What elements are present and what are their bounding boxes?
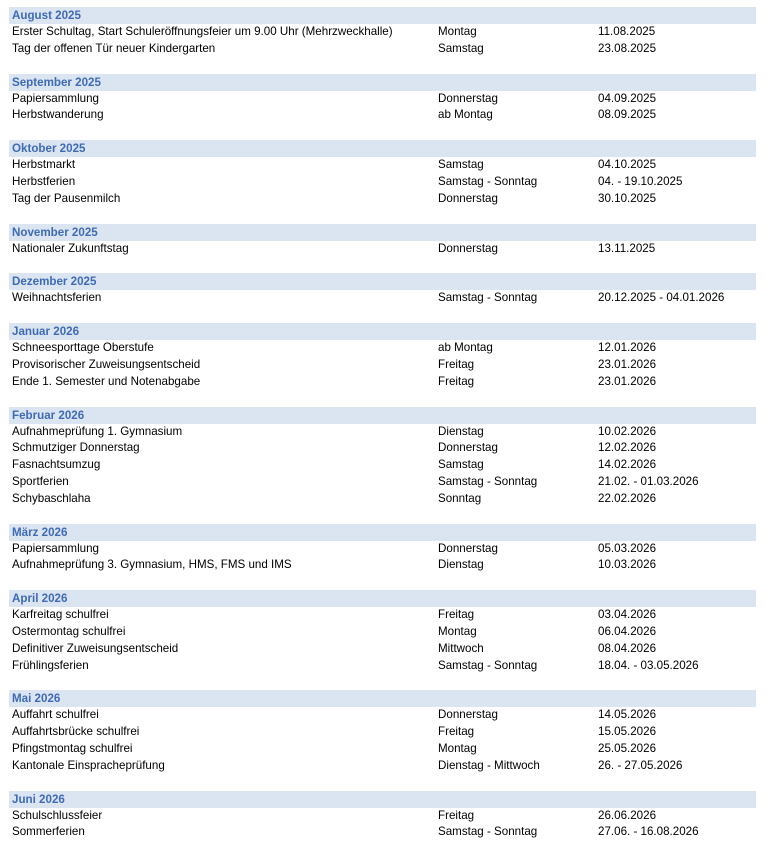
event-weekday: Samstag - Sonntag: [438, 825, 538, 839]
event-row: [9, 474, 756, 491]
event-weekday: Montag: [438, 741, 477, 755]
event-date: 23.08.2025: [598, 41, 657, 55]
event-row: [9, 758, 756, 775]
event-date: 27.06. - 16.08.2026: [598, 825, 699, 839]
event-date: 04.09.2025: [598, 91, 657, 105]
event-weekday: Donnerstag: [438, 91, 498, 105]
month-header: Oktober 2025: [9, 140, 756, 157]
event-name: Kantonale Einspracheprüfung: [12, 758, 165, 772]
event-row: [9, 191, 756, 208]
event-row: [9, 624, 756, 641]
event-row: [9, 174, 756, 191]
event-name: Tag der offenen Tür neuer Kindergarten: [12, 41, 216, 55]
month-section: [9, 524, 756, 575]
event-name: Auffahrt schulfrei: [12, 708, 99, 722]
event-name: Aufnahmeprüfung 3. Gymnasium, HMS, FMS und IMS: [12, 558, 292, 572]
event-row: [9, 374, 756, 391]
event-weekday: Samstag: [438, 41, 484, 55]
event-row: [9, 491, 756, 508]
event-date: 04. - 19.10.2025: [598, 174, 683, 188]
month-section: [9, 7, 756, 58]
event-date: 23.01.2026: [598, 357, 657, 371]
event-name: Weihnachtsferien: [12, 291, 102, 305]
event-row: [9, 357, 756, 374]
month-header: November 2025: [9, 224, 756, 241]
event-name: Karfreitag schulfrei: [12, 608, 109, 622]
event-date: 08.09.2025: [598, 108, 657, 122]
month-section: [9, 590, 756, 674]
event-date: 25.05.2026: [598, 741, 657, 755]
event-row: [9, 607, 756, 624]
event-row: [9, 641, 756, 658]
month-section: [9, 224, 756, 258]
event-name: Frühlingsferien: [12, 658, 89, 672]
event-name: Schybaschlaha: [12, 491, 91, 505]
event-weekday: Samstag - Sonntag: [438, 474, 538, 488]
event-name: Schmutziger Donnerstag: [12, 441, 140, 455]
event-name: Herbstmarkt: [12, 158, 76, 172]
month-header: September 2025: [9, 74, 756, 91]
event-weekday: Freitag: [438, 808, 475, 822]
event-row: [9, 808, 756, 825]
event-name: Herbstwanderung: [12, 108, 104, 122]
event-date: 14.02.2026: [598, 458, 657, 472]
month-header: Februar 2026: [9, 407, 756, 424]
event-row: [9, 241, 756, 258]
event-name: Schulschlussfeier: [12, 808, 103, 822]
month-section: [9, 407, 756, 508]
event-date: 08.04.2026: [598, 641, 657, 655]
event-name: Sommerferien: [12, 825, 85, 839]
event-weekday: Sonntag: [438, 491, 482, 505]
event-weekday: Samstag - Sonntag: [438, 658, 538, 672]
event-weekday: Samstag - Sonntag: [438, 174, 538, 188]
event-weekday: Mittwoch: [438, 641, 484, 655]
event-date: 10.02.2026: [598, 424, 657, 438]
month-header: Juni 2026: [9, 791, 756, 808]
event-weekday: Donnerstag: [438, 708, 498, 722]
event-name: Papiersammlung: [12, 541, 99, 555]
event-weekday: Donnerstag: [438, 241, 498, 255]
event-date: 21.02. - 01.03.2026: [598, 474, 699, 488]
month-section: [9, 140, 756, 207]
event-name: Nationaler Zukunftstag: [12, 241, 129, 255]
event-row: [9, 91, 756, 108]
event-weekday: ab Montag: [438, 341, 493, 355]
event-weekday: Dienstag - Mittwoch: [438, 758, 540, 772]
month-section: [9, 74, 756, 125]
event-weekday: Dienstag: [438, 424, 484, 438]
event-date: 04.10.2025: [598, 158, 657, 172]
event-name: Pfingstmontag schulfrei: [12, 741, 133, 755]
event-weekday: Freitag: [438, 357, 475, 371]
month-header: Mai 2026: [9, 690, 756, 707]
event-date: 13.11.2025: [598, 241, 656, 255]
month-header: Januar 2026: [9, 323, 756, 340]
event-date: 12.02.2026: [598, 441, 657, 455]
event-row: [9, 707, 756, 724]
event-name: Erster Schultag, Start Schuleröffnungsfeier um 9.00 Uhr (Mehrzweckhalle): [12, 25, 393, 38]
event-date: 03.04.2026: [598, 608, 657, 622]
event-row: [9, 24, 756, 41]
event-weekday: Dienstag: [438, 558, 484, 572]
event-date: 23.01.2026: [598, 374, 657, 388]
event-row: [9, 107, 756, 124]
event-date: 05.03.2026: [598, 541, 657, 555]
event-name: Provisorischer Zuweisungsentscheid: [12, 357, 201, 371]
event-name: Aufnahmeprüfung 1. Gymnasium: [12, 424, 183, 438]
event-row: [9, 440, 756, 457]
event-row: [9, 658, 756, 675]
month-section: [9, 273, 756, 307]
event-date: 10.03.2026: [598, 558, 657, 572]
event-name: Fasnachtsumzug: [12, 458, 101, 472]
event-name: Ostermontag schulfrei: [12, 624, 126, 638]
event-weekday: Freitag: [438, 374, 475, 388]
event-weekday: Donnerstag: [438, 441, 498, 455]
event-weekday: Freitag: [438, 725, 475, 739]
event-name: Sportferien: [12, 474, 69, 488]
event-name: Ende 1. Semester und Notenabgabe: [12, 374, 201, 388]
school-calendar: [9, 7, 756, 841]
event-row: [9, 457, 756, 474]
month-section: [9, 323, 756, 390]
month-section: [9, 690, 756, 774]
event-date: 14.05.2026: [598, 708, 657, 722]
event-name: Tag der Pausenmilch: [12, 191, 121, 205]
event-row: [9, 557, 756, 574]
event-weekday: Montag: [438, 25, 477, 38]
event-name: Papiersammlung: [12, 91, 99, 105]
month-header: August 2025: [9, 7, 756, 24]
event-row: [9, 157, 756, 174]
month-section: [9, 791, 756, 842]
event-date: 20.12.2025 - 04.01.2026: [598, 291, 725, 305]
month-header: April 2026: [9, 590, 756, 607]
event-row: [9, 340, 756, 357]
event-weekday: Donnerstag: [438, 541, 498, 555]
event-date: 06.04.2026: [598, 624, 657, 638]
month-header: Dezember 2025: [9, 273, 756, 290]
event-date: 12.01.2026: [598, 341, 657, 355]
event-name: Herbstferien: [12, 174, 76, 188]
event-weekday: Samstag - Sonntag: [438, 291, 538, 305]
event-date: 22.02.2026: [598, 491, 657, 505]
month-header: März 2026: [9, 524, 756, 541]
event-date: 15.05.2026: [598, 725, 657, 739]
event-weekday: Samstag: [438, 458, 484, 472]
event-row: [9, 290, 756, 307]
event-name: Auffahrtsbrücke schulfrei: [12, 725, 140, 739]
event-weekday: Donnerstag: [438, 191, 498, 205]
event-row: [9, 41, 756, 58]
event-row: [9, 824, 756, 841]
event-weekday: Samstag: [438, 158, 484, 172]
event-row: [9, 724, 756, 741]
event-name: Schneesporttage Oberstufe: [12, 341, 154, 355]
event-row: [9, 741, 756, 758]
event-weekday: ab Montag: [438, 108, 493, 122]
event-date: 26. - 27.05.2026: [598, 758, 683, 772]
event-row: [9, 424, 756, 441]
event-date: 26.06.2026: [598, 808, 657, 822]
event-row: [9, 541, 756, 558]
event-date: 11.08.2025: [598, 25, 656, 38]
event-date: 18.04. - 03.05.2026: [598, 658, 699, 672]
event-name: Definitiver Zuweisungsentscheid: [12, 641, 179, 655]
event-weekday: Freitag: [438, 608, 475, 622]
event-weekday: Montag: [438, 624, 477, 638]
event-date: 30.10.2025: [598, 191, 657, 205]
